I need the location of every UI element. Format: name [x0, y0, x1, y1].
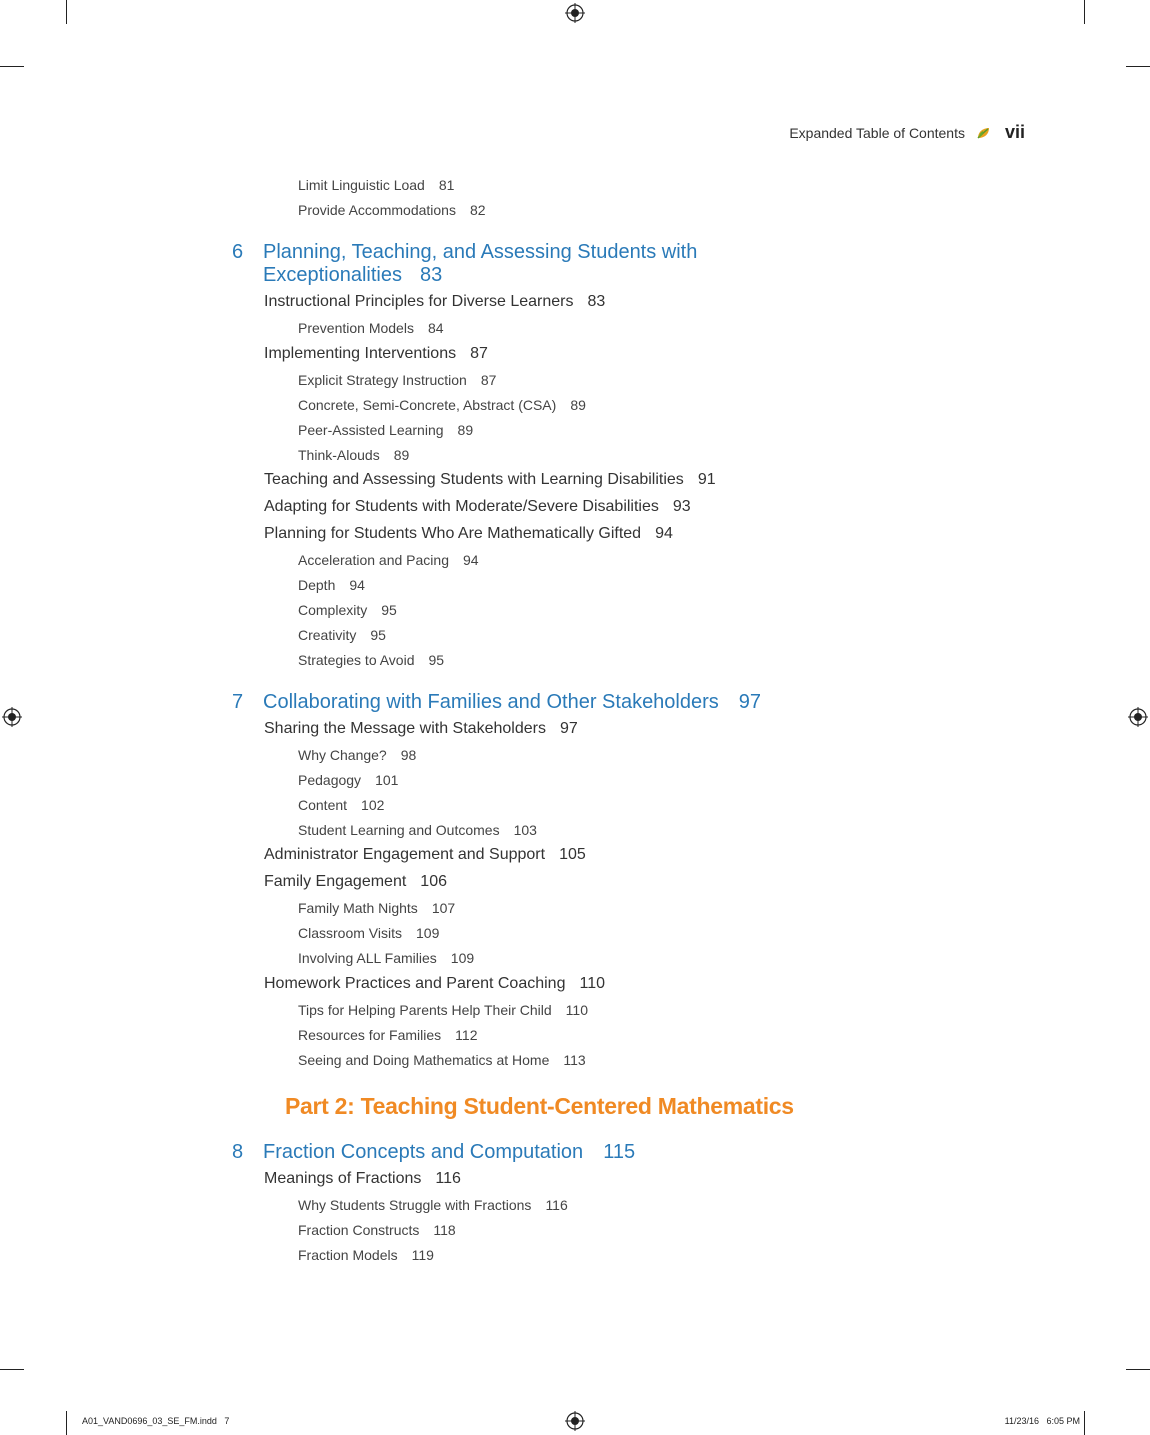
toc-entry: Explicit Strategy Instruction 87 — [298, 372, 497, 388]
running-head — [789, 122, 1025, 143]
registration-mark-icon — [1128, 707, 1148, 727]
toc-entry: Seeing and Doing Mathematics at Home 113 — [298, 1052, 586, 1068]
toc-entry: Family Math Nights 107 — [298, 900, 456, 916]
chapter-title-cont: Exceptionalities 83 — [263, 264, 443, 286]
toc-entry: Content 102 — [298, 797, 385, 813]
toc-entry: Planning for Students Who Are Mathematically Gifted 94 — [264, 525, 673, 542]
toc-entry: Pedagogy 101 — [298, 772, 399, 788]
toc-entry: Teaching and Assessing Students with Learning Disabilities 91 — [264, 471, 716, 488]
toc-entry: Implementing Interventions 87 — [264, 345, 488, 362]
chapter-title: Collaborating with Families and Other Stakeholders 97 — [263, 691, 762, 713]
crop-mark — [66, 1411, 67, 1435]
crop-mark — [1126, 1369, 1150, 1370]
toc-entry: Depth 94 — [298, 577, 365, 593]
toc-entry: Limit Linguistic Load 81 — [298, 177, 455, 193]
crop-mark — [66, 0, 67, 24]
page-folio: vii — [1004, 122, 1025, 142]
crop-mark — [0, 66, 24, 67]
chapter-title: Fraction Concepts and Computation 115 — [263, 1141, 636, 1163]
crop-mark — [1084, 0, 1085, 24]
toc-entry: Involving ALL Families 109 — [298, 950, 475, 966]
toc-entry: Creativity 95 — [298, 627, 386, 643]
toc-entry: Classroom Visits 109 — [298, 925, 440, 941]
toc-entry: Fraction Constructs 118 — [298, 1222, 456, 1238]
toc-entry: Strategies to Avoid 95 — [298, 652, 445, 668]
chapter-heading — [232, 241, 832, 289]
registration-mark-icon — [565, 3, 585, 23]
crop-mark — [1126, 66, 1150, 67]
crop-mark — [1084, 1411, 1085, 1435]
toc-entry: Homework Practices and Parent Coaching 110 — [264, 975, 605, 992]
registration-mark-icon — [565, 1411, 585, 1431]
toc-entry: Family Engagement 106 — [264, 873, 447, 890]
toc-entry: Tips for Helping Parents Help Their Child 110 — [298, 1002, 588, 1018]
toc-entry: Prevention Models 84 — [298, 320, 444, 336]
crop-mark — [0, 1369, 24, 1370]
toc-entry: Instructional Principles for Diverse Learners 83 — [264, 293, 606, 310]
chapter-heading — [232, 1141, 732, 1165]
chapter-heading — [232, 691, 852, 715]
leaf-icon — [975, 125, 991, 141]
slug-timestamp: 11/23/16 6:05 PM — [1004, 1416, 1080, 1426]
toc-entry: Meanings of Fractions 116 — [264, 1170, 461, 1187]
toc-entry: Administrator Engagement and Support 105 — [264, 846, 586, 863]
toc-entry: Student Learning and Outcomes 103 — [298, 822, 537, 838]
toc-entry: Why Change? 98 — [298, 747, 417, 763]
toc-entry: Acceleration and Pacing 94 — [298, 552, 479, 568]
part-heading: Part 2: Teaching Student-Centered Mathematics — [285, 1093, 794, 1119]
toc-entry: Fraction Models 119 — [298, 1247, 434, 1263]
toc-entry: Complexity 95 — [298, 602, 397, 618]
toc-entry: Peer-Assisted Learning 89 — [298, 422, 474, 438]
toc-entry: Provide Accommodations 82 — [298, 202, 486, 218]
chapter-number: 8 — [232, 1141, 244, 1163]
toc-entry: Resources for Families 112 — [298, 1027, 478, 1043]
slug-filename: A01_VAND0696_03_SE_FM.indd 7 — [82, 1416, 230, 1426]
chapter-number: 7 — [232, 691, 244, 713]
chapter-number: 6 — [232, 241, 244, 263]
toc-entry: Why Students Struggle with Fractions 116 — [298, 1197, 568, 1213]
running-head-title: Expanded Table of Contents — [789, 124, 965, 141]
toc-entry: Sharing the Message with Stakeholders 97 — [264, 720, 578, 737]
toc-entry: Think-Alouds 89 — [298, 447, 410, 463]
registration-mark-icon — [2, 707, 22, 727]
chapter-title: Planning, Teaching, and Assessing Students with — [263, 241, 698, 263]
toc-entry: Adapting for Students with Moderate/Severe Disabilities 93 — [264, 498, 691, 515]
toc-entry: Concrete, Semi-Concrete, Abstract (CSA) 89 — [298, 397, 586, 413]
